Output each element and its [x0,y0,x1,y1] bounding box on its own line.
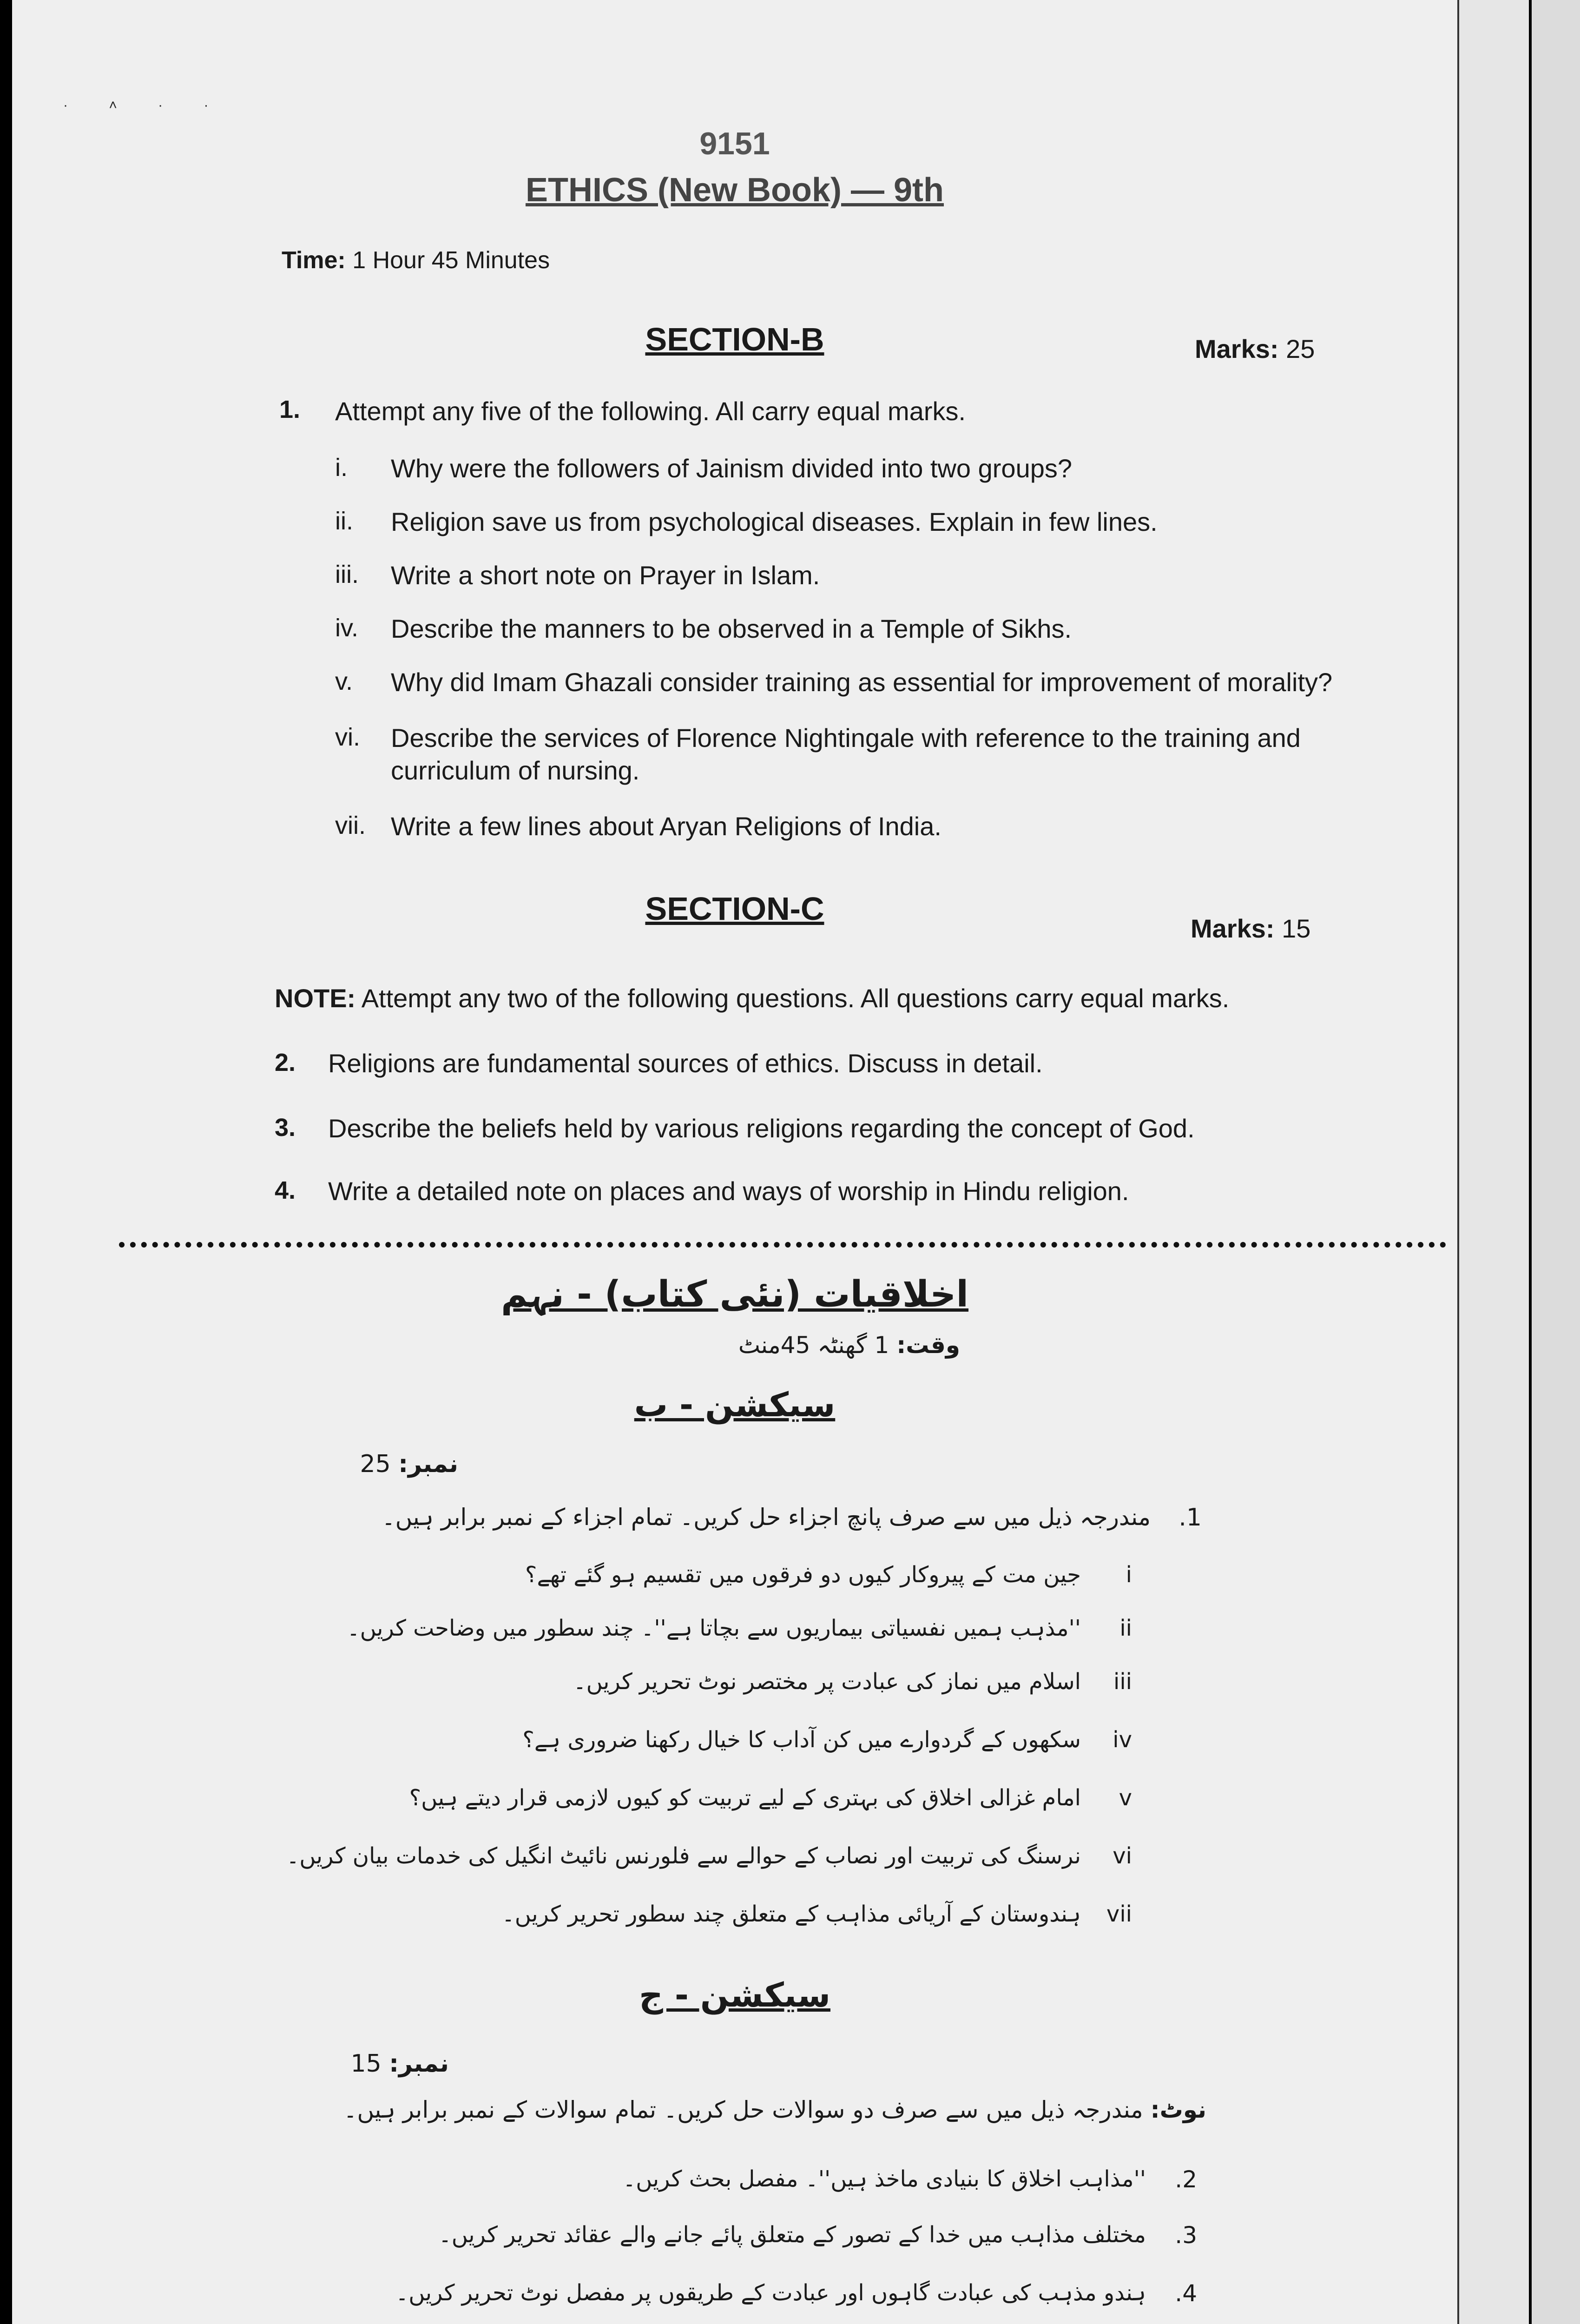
item-number: i. [335,454,348,482]
urdu-item-text: اسلام میں نماز کی عبادت پر مختصر نوٹ تحریر کریں۔ [573,1669,1081,1695]
urdu-q1-text: مندرجہ ذیل میں سے صرف پانچ اجزاء حل کریں۔ تمام اجزاء کے نمبر برابر ہیں۔ [382,1504,1151,1531]
item-number: vi. [335,723,360,751]
q1-text: Attempt any five of the following. All carry equal marks. [335,396,966,426]
urdu-marks-label: نمبر: [398,1450,458,1478]
item-number: ii. [335,507,353,535]
item-number: iv. [335,614,358,642]
urdu-item-number: v [1119,1785,1132,1811]
item-number: iii. [335,561,359,588]
urdu-item-text: امام غزالی اخلاق کی بہتری کے لیے تربیت کو کیوں لازمی قرار دیتے ہیں؟ [409,1785,1081,1811]
urdu-question-number: 2. [1175,2166,1197,2193]
section-c-marks [1191,913,1310,944]
marks-label: Marks: [1191,914,1275,943]
urdu-time-line [738,1332,960,1359]
urdu-item-number: iii [1113,1669,1132,1695]
item-text: Write a few lines about Aryan Religions of India. [391,812,941,841]
marks-value: 15 [1282,914,1311,943]
urdu-item-number: i [1126,1562,1132,1588]
urdu-item-number: vi [1113,1843,1132,1869]
urdu-item-text: جین مت کے پیروکار کیوں دو فرقوں میں تقسیم ہو گئے تھے؟ [525,1562,1081,1588]
urdu-section-b-heading: سیکشن - ب [634,1385,836,1424]
question-text: Religions are fundamental sources of ethics. Discuss in detail. [328,1049,1043,1078]
question-text: Write a detailed note on places and ways of worship in Hindu religion. [328,1176,1129,1206]
urdu-time-label: وقت: [896,1332,960,1359]
urdu-item-number: iv [1113,1727,1132,1753]
urdu-item-number: ii [1119,1615,1132,1641]
time-label: Time: [282,247,346,274]
urdu-item-text: نرسنگ کی تربیت اور نصاب کے حوالے سے فلورنس نائیٹ انگیل کی خدمات بیان کریں۔ [286,1843,1081,1869]
urdu-question-number: 4. [1175,2280,1197,2307]
q1-number: 1. [279,396,301,423]
urdu-section-c-marks [351,2050,449,2078]
urdu-marks-label: نمبر: [389,2050,449,2078]
paper-code: 9151 [699,126,770,161]
time-line [282,246,550,274]
urdu-marks-value: 15 [350,2050,382,2078]
section-b-heading: SECTION-B [645,321,824,357]
urdu-title: اخلاقیات (نئی کتاب) - نہم [500,1274,969,1315]
item-number: v. [335,667,353,695]
item-text: Why did Imam Ghazali consider training as essential for improvement of morality? [391,667,1333,697]
item-text: Describe the services of Florence Nightingale with reference to the training and [391,723,1301,753]
section-b-marks [1195,334,1315,364]
urdu-question-text: ''مذاہب اخلاق کا بنیادی ماخذ ہیں''۔ مفصل بحث کریں۔ [623,2166,1146,2192]
dotted-divider [119,1242,1446,1248]
item-text: Religion save us from psychological diseases. Explain in few lines. [391,507,1158,536]
item-text-continued: curriculum of nursing. [391,756,640,785]
urdu-item-text: ''مذہب ہمیں نفسیاتی بیماریوں سے بچاتا ہے''۔ چند سطور میں وضاحت کریں۔ [347,1615,1081,1641]
urdu-question-text: مختلف مذاہب میں خدا کے تصور کے متعلق پائے جانے والے عقائد تحریر کریں۔ [438,2222,1146,2248]
urdu-item-text: ہندوستان کے آریائی مذاہب کے متعلق چند سطور تحریر کریں۔ [501,1901,1081,1927]
item-text: Describe the manners to be observed in a Temple of Sikhs. [391,614,1072,643]
item-text: Why were the followers of Jainism divided into two groups? [391,454,1073,483]
urdu-section-b-marks [360,1450,458,1478]
exam-paper [12,0,1457,2324]
urdu-item-number: vii [1106,1901,1132,1927]
urdu-note-line [343,2096,1206,2123]
note-text: Attempt any two of the following questions. All questions carry equal marks. [361,984,1230,1013]
urdu-note-label: نوٹ: [1150,2096,1206,2123]
stacked-sheet-edge [1459,0,1529,2324]
question-number: 2. [275,1049,296,1076]
urdu-question-text: ہندو مذہب کی عبادت گاہوں اور عبادت کے طریقوں پر مفصل نوٹ تحریر کریں۔ [395,2280,1146,2306]
note-label: NOTE: [275,984,356,1013]
item-number: vii. [335,812,366,839]
urdu-time-value: 1 گھنٹہ 45منٹ [738,1332,889,1359]
urdu-marks-value: 25 [360,1450,391,1478]
marks-value: 25 [1286,334,1315,363]
urdu-section-c-heading: سیکشن - ج [639,1975,831,2014]
marks-label: Marks: [1195,334,1279,363]
stacked-sheet-edge [1532,0,1580,2324]
question-number: 4. [275,1176,296,1204]
urdu-q1-number: 1. [1178,1504,1202,1532]
section-c-heading: SECTION-C [645,891,824,927]
urdu-question-number: 3. [1175,2222,1197,2249]
time-value: 1 Hour 45 Minutes [352,247,550,274]
note-line [275,983,1229,1013]
question-text: Describe the beliefs held by various religions regarding the concept of God. [328,1114,1195,1143]
urdu-item-text: سکھوں کے گردوارے میں کن آداب کا خیال رکھنا ضروری ہے؟ [522,1727,1081,1753]
scan-specks: · ˄ · · [63,98,227,113]
question-number: 3. [275,1114,296,1142]
urdu-note-text: مندرجہ ذیل میں سے صرف دو سوالات حل کریں۔ تمام سوالات کے نمبر برابر ہیں۔ [343,2096,1143,2123]
paper-title: ETHICS (New Book) — 9th [525,172,944,209]
item-text: Write a short note on Prayer in Islam. [391,561,820,590]
